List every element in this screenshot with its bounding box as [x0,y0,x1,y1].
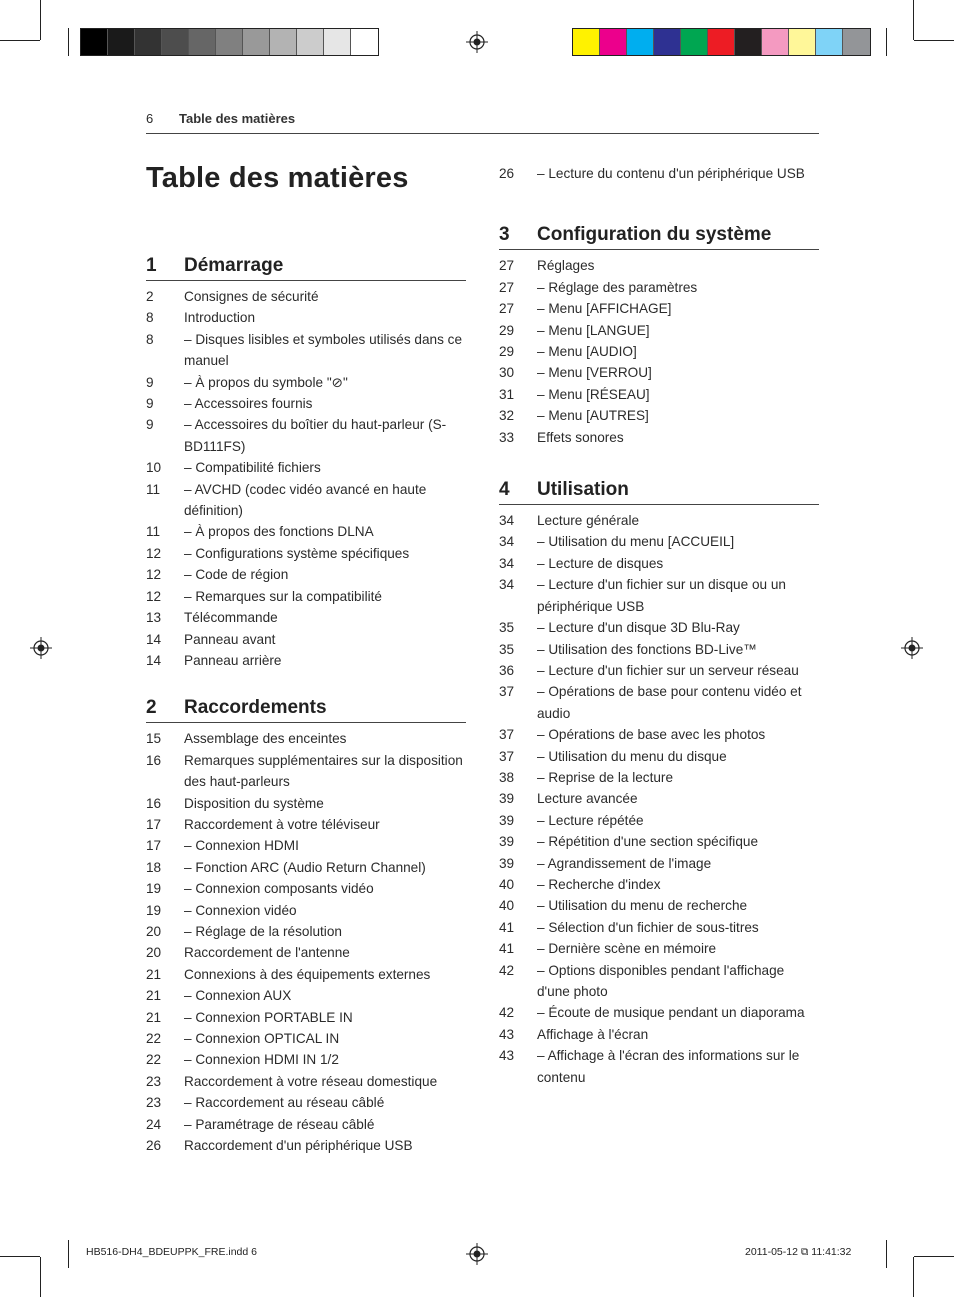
color-swatch [108,29,135,55]
toc-entry[interactable] [146,942,466,963]
toc-entry-page: 12 [146,545,162,561]
crop-mark [0,40,40,41]
toc-entry-page: 19 [146,902,162,918]
toc-entry[interactable] [146,629,466,650]
toc-entry[interactable] [146,793,466,814]
toc-entry-page: 26 [499,166,515,181]
crop-mark [913,1257,914,1297]
toc-entry[interactable] [146,286,466,307]
section-heading [146,697,466,723]
toc-entry[interactable] [499,724,819,745]
toc-entry[interactable] [499,510,819,531]
toc-entry-text: – Connexion composants vidéo [184,881,374,897]
toc-entry-page: 12 [146,567,162,583]
section-title: Configuration du système [537,224,772,246]
toc-section-4 [499,479,819,1088]
toc-entry-page: 37 [499,748,515,764]
section-number: 1 [146,255,157,276]
toc-entry-page: 37 [499,684,515,700]
toc-entry-page: 27 [499,301,515,317]
toc-entry-page: 17 [146,838,162,854]
toc-entry-page: 20 [146,945,162,961]
toc-entry-list [146,286,466,671]
toc-entry-page: 39 [499,812,515,828]
crop-mark [886,1240,887,1268]
toc-entry[interactable] [499,298,819,319]
toc-entry-page: 40 [499,876,515,892]
section-number: 3 [499,224,510,246]
toc-entry-text: Introduction [184,310,256,326]
toc-entry-page: 12 [146,588,162,604]
toc-entry[interactable] [499,255,819,276]
toc-entry[interactable] [146,457,466,478]
toc-entry[interactable] [146,985,466,1006]
toc-entry[interactable] [499,639,819,660]
toc-entry[interactable] [146,393,466,414]
toc-entry-text: – Réglage des paramètres [537,279,698,295]
toc-entry[interactable] [499,681,819,724]
color-swatch [735,29,762,55]
toc-entry-page: 13 [146,610,162,626]
toc-entry-page: 27 [499,258,515,274]
page-title: Table des matières [146,162,409,194]
toc-entry-text: – Disques lisibles et symboles utilisés dans ce manuel [184,331,463,369]
toc-entry[interactable] [146,728,466,749]
toc-entry-text: Effets sonores [537,429,624,445]
toc-entry-page: 14 [146,631,162,647]
toc-entry[interactable] [146,543,466,564]
toc-entry-page: 29 [499,344,515,360]
toc-entry[interactable] [146,1028,466,1049]
toc-entry-list [499,163,819,184]
crop-mark [886,28,887,56]
toc-entry-text: – Réglage de la résolution [184,923,342,939]
toc-entry[interactable] [499,874,819,895]
toc-entry-text: Panneau avant [184,631,276,647]
toc-entry[interactable] [146,1114,466,1135]
toc-entry-page: 30 [499,365,515,381]
toc-entry-page: 41 [499,941,515,957]
color-swatch [162,29,189,55]
toc-entry-text: – À propos des fonctions DLNA [184,524,374,540]
toc-left-column [146,255,466,1156]
toc-entry-text: – Connexion PORTABLE IN [184,1009,353,1025]
toc-entry-text: – Connexion AUX [184,988,292,1004]
crop-mark [40,1257,41,1297]
color-swatch [573,29,600,55]
toc-entry-text: – Menu [AUDIO] [537,344,637,360]
toc-entry-text: Lecture générale [537,513,640,529]
toc-entry-page: 42 [499,962,515,978]
toc-entry-page: 36 [499,662,515,678]
color-swatch [270,29,297,55]
toc-entry-page: 15 [146,731,162,747]
toc-entry-page: 22 [146,1031,162,1046]
toc-entry-text: – Écoute de musique pendant un diaporama [537,1005,805,1021]
toc-entry[interactable] [499,384,819,405]
toc-entry-page: 31 [499,386,515,402]
toc-entry[interactable] [499,341,819,362]
toc-entry-page: 34 [499,513,515,529]
toc-entry[interactable] [499,788,819,809]
toc-entry[interactable] [146,650,466,671]
toc-entry-text: Télécommande [184,610,278,626]
toc-entry-text: – Dernière scène en mémoire [537,941,717,957]
toc-entry-text: – Menu [RÉSEAU] [537,386,650,402]
color-swatch [297,29,324,55]
toc-entry[interactable] [146,372,466,393]
toc-entry-page: 23 [146,1095,162,1111]
toc-entry-page: 23 [146,1073,162,1089]
toc-section-3 [499,224,819,448]
toc-entry-page: 21 [146,988,162,1004]
page-number: 6 [146,111,154,126]
toc-entry-page: 21 [146,966,162,982]
toc-entry-text: – Connexion HDMI IN 1/2 [184,1052,339,1068]
toc-entry-text: – Lecture du contenu d'un périphérique USB [537,166,805,181]
toc-entry-text: – Affichage à l'écran des informations sur le contenu [537,1048,800,1085]
toc-entry-text: – Fonction ARC (Audio Return Channel) [184,859,426,875]
crop-mark [914,1256,954,1257]
section-title: Utilisation [537,479,629,501]
toc-entry-page: 26 [146,1138,162,1154]
toc-entry-page: 19 [146,881,162,897]
registration-mark-icon [30,637,52,659]
color-swatch [627,29,654,55]
grayscale-color-bar [80,28,379,56]
color-swatch [243,29,270,55]
toc-entry-page: 18 [146,859,162,875]
section-heading [499,479,819,505]
section-number: 2 [146,697,157,719]
toc-entry-text: – AVCHD (codec vidéo avancé en haute définition) [184,481,427,519]
color-swatch [789,29,816,55]
toc-entry-text: Raccordement d'un périphérique USB [184,1138,413,1154]
toc-entry-page: 35 [499,641,515,657]
toc-entry-text: – Menu [AFFICHAGE] [537,301,672,317]
toc-entry-page: 42 [499,1005,515,1021]
toc-entry-text: Panneau arrière [184,652,282,668]
toc-entry-text: – Utilisation du menu de recherche [537,898,748,914]
header-divider [146,133,819,134]
toc-entry-text: – Recherche d'index [537,876,661,892]
registration-mark-icon [901,637,923,659]
toc-entry-text: Raccordement à votre téléviseur [184,816,380,832]
color-swatch [654,29,681,55]
color-swatch [681,29,708,55]
section-title: Raccordements [184,697,327,719]
toc-entry[interactable] [146,607,466,628]
toc-entry-page: 39 [499,791,515,807]
toc-entry-page: 32 [499,408,515,424]
toc-entry-list [146,728,466,1156]
section-title: Démarrage [184,255,284,276]
color-swatch [135,29,162,55]
toc-entry-text: – Répétition d'une section spécifique [537,834,758,850]
toc-entry-text: – Lecture d'un fichier sur un serveur réseau [537,662,799,678]
crop-mark [68,1240,69,1268]
toc-entry[interactable] [146,479,466,522]
toc-right-column [499,163,819,1088]
toc-entry-text: – Utilisation des fonctions BD-Live™ [537,641,757,657]
toc-entry[interactable] [146,1007,466,1028]
toc-entry-text: – Compatibilité fichiers [184,460,321,476]
color-swatch [816,29,843,55]
toc-entry-text: – Connexion OPTICAL IN [184,1031,340,1046]
toc-entry-page: 34 [499,555,515,571]
toc-entry[interactable] [499,810,819,831]
toc-entry-page: 37 [499,727,515,743]
toc-entry[interactable] [146,564,466,585]
toc-entry-text: – Opérations de base avec les photos [537,727,766,743]
registration-mark-icon [466,1243,488,1265]
toc-entry-page: 33 [499,429,515,445]
toc-entry[interactable] [146,414,466,457]
toc-entry-text: – Agrandissement de l'image [537,855,712,871]
toc-entry-text: – Code de région [184,567,289,583]
toc-section-1 [146,255,466,671]
toc-entry-page: 41 [499,919,515,935]
toc-entry-text: – Accessoires du boîtier du haut-parleur (S-BD111FS) [184,417,447,454]
toc-entry-page: 22 [146,1052,162,1068]
toc-entry[interactable] [146,921,466,942]
toc-entry[interactable] [146,586,466,607]
toc-entry[interactable] [499,746,819,767]
toc-entry-text: – Opérations de base pour contenu vidéo et audio [537,684,802,721]
color-swatch [600,29,627,55]
toc-entry[interactable] [499,427,819,448]
toc-entry[interactable] [499,853,819,874]
toc-entry-page: 27 [499,279,515,295]
toc-entry-text: – Sélection d'un fichier de sous-titres [537,919,759,935]
toc-entry-text: – Menu [VERROU] [537,365,652,381]
toc-entry[interactable] [146,1135,466,1156]
toc-entry-page: 38 [499,769,515,785]
toc-entry-page: 16 [146,752,162,768]
toc-entry-list [499,255,819,448]
color-swatch [216,29,243,55]
toc-entry-page: 39 [499,834,515,850]
toc-entry-page: 16 [146,795,162,811]
toc-entry-text: Assemblage des enceintes [184,731,347,747]
toc-entry-page: 8 [146,310,154,326]
toc-entry-text: – Accessoires fournis [184,396,313,412]
toc-entry[interactable] [499,617,819,638]
toc-entry-text: – Connexion vidéo [184,902,297,918]
toc-entry-page: 29 [499,322,515,338]
color-swatch [351,29,378,55]
color-swatch [189,29,216,55]
toc-entry-page: 17 [146,816,162,832]
toc-entry[interactable] [499,320,819,341]
toc-entry[interactable] [499,895,819,916]
toc-entry-text: – Utilisation du menu [ACCUEIL] [537,534,735,550]
toc-entry[interactable] [499,553,819,574]
toc-entry[interactable] [146,1092,466,1113]
toc-entry-page: 9 [146,374,154,390]
toc-entry-page: 9 [146,417,154,433]
toc-entry-list [499,510,819,1088]
toc-entry[interactable] [146,814,466,835]
toc-entry-text: Réglages [537,258,595,274]
toc-entry-page: 40 [499,898,515,914]
toc-entry-page: 8 [146,331,154,347]
toc-entry-text: Lecture avancée [537,791,638,807]
toc-entry[interactable] [499,1002,819,1023]
toc-entry[interactable] [499,405,819,426]
toc-entry[interactable] [146,1071,466,1092]
registration-mark-icon [466,31,488,53]
toc-entry[interactable] [499,960,819,1003]
crop-mark [914,40,954,41]
toc-entry[interactable] [146,307,466,328]
color-swatch [843,29,870,55]
crop-mark [68,28,69,56]
crop-mark [913,0,914,40]
color-swatch [762,29,789,55]
toc-entry[interactable] [499,1045,819,1088]
toc-entry-text: – Options disponibles pendant l'affichage d'une photo [537,962,785,999]
toc-entry[interactable] [146,878,466,899]
color-swatch [708,29,735,55]
toc-entry-text: – À propos du symbole "⊘" [184,374,348,390]
toc-entry-page: 2 [146,289,154,304]
toc-entry-page: 34 [499,577,515,593]
toc-entry[interactable] [499,277,819,298]
toc-entry[interactable] [146,835,466,856]
toc-entry[interactable] [499,938,819,959]
toc-entry-page: 24 [146,1116,162,1132]
running-header-title: Table des matières [179,111,296,126]
toc-entry[interactable] [499,917,819,938]
toc-entry-text: – Lecture répétée [537,812,644,828]
toc-entry-page: 11 [146,481,161,497]
toc-entry-page: 39 [499,855,515,871]
section-number: 4 [499,479,510,501]
toc-entry-text: – Lecture d'un disque 3D Blu-Ray [537,620,740,636]
toc-entry[interactable] [499,531,819,552]
toc-entry[interactable] [146,521,466,542]
toc-entry-page: 20 [146,923,162,939]
toc-entry-text: – Raccordement au réseau câblé [184,1095,385,1111]
toc-entry[interactable] [146,1049,466,1070]
toc-entry-text: – Menu [AUTRES] [537,408,649,424]
toc-entry-page: 10 [146,460,162,476]
toc-entry-text: – Paramétrage de réseau câblé [184,1116,375,1132]
toc-entry[interactable] [499,767,819,788]
toc-entry[interactable] [499,831,819,852]
footer-filename: HB516-DH4_BDEUPPK_FRE.indd 6 [86,1246,257,1258]
section-heading [146,255,466,281]
toc-entry-text: Remarques supplémentaires sur la disposition des haut-parleurs [184,752,463,790]
color-swatch [324,29,351,55]
toc-entry-text: Consignes de sécurité [184,289,319,304]
crop-mark [0,1256,40,1257]
toc-entry[interactable] [499,660,819,681]
toc-entry-page: 9 [146,396,154,412]
toc-section-2 [146,697,466,1156]
toc-entry[interactable] [499,1024,819,1045]
process-color-bar [572,28,871,56]
section-heading [499,224,819,250]
toc-entry-text: – Connexion HDMI [184,838,299,854]
toc-entry-page: 14 [146,652,162,668]
toc-entry[interactable] [146,900,466,921]
toc-entry[interactable] [499,362,819,383]
toc-entry-text: – Utilisation du menu du disque [537,748,727,764]
toc-entry[interactable] [146,750,466,793]
toc-entry-text: – Configurations système spécifiques [184,545,410,561]
toc-entry[interactable] [146,329,466,372]
footer-timestamp: 2011-05-12 ⧉ 11:41:32 [745,1246,852,1258]
toc-entry-page: 43 [499,1026,515,1042]
toc-entry-text: – Remarques sur la compatibilité [184,588,382,604]
toc-entry[interactable] [146,857,466,878]
toc-entry-text: Connexions à des équipements externes [184,966,431,982]
toc-entry-page: 21 [146,1009,162,1025]
crop-mark [40,0,41,40]
color-swatch [81,29,108,55]
toc-entry-page: 34 [499,534,515,550]
toc-entry-page: 43 [499,1048,515,1064]
toc-entry-page: 11 [146,524,161,540]
toc-entry-text: – Menu [LANGUE] [537,322,650,338]
toc-entry-text: Affichage à l'écran [537,1026,649,1042]
toc-entry-text: Raccordement de l'antenne [184,945,350,961]
toc-entry[interactable] [499,574,819,617]
toc-entry-text: – Lecture d'un fichier sur un disque ou un périphérique USB [537,577,786,614]
toc-entry-text: – Reprise de la lecture [537,769,674,785]
toc-entry[interactable] [499,163,819,184]
toc-entry-text: Raccordement à votre réseau domestique [184,1073,438,1089]
toc-entry-text: Disposition du système [184,795,324,811]
toc-entry-text: – Lecture de disques [537,555,664,571]
toc-entry-page: 35 [499,620,515,636]
toc-entry[interactable] [146,964,466,985]
